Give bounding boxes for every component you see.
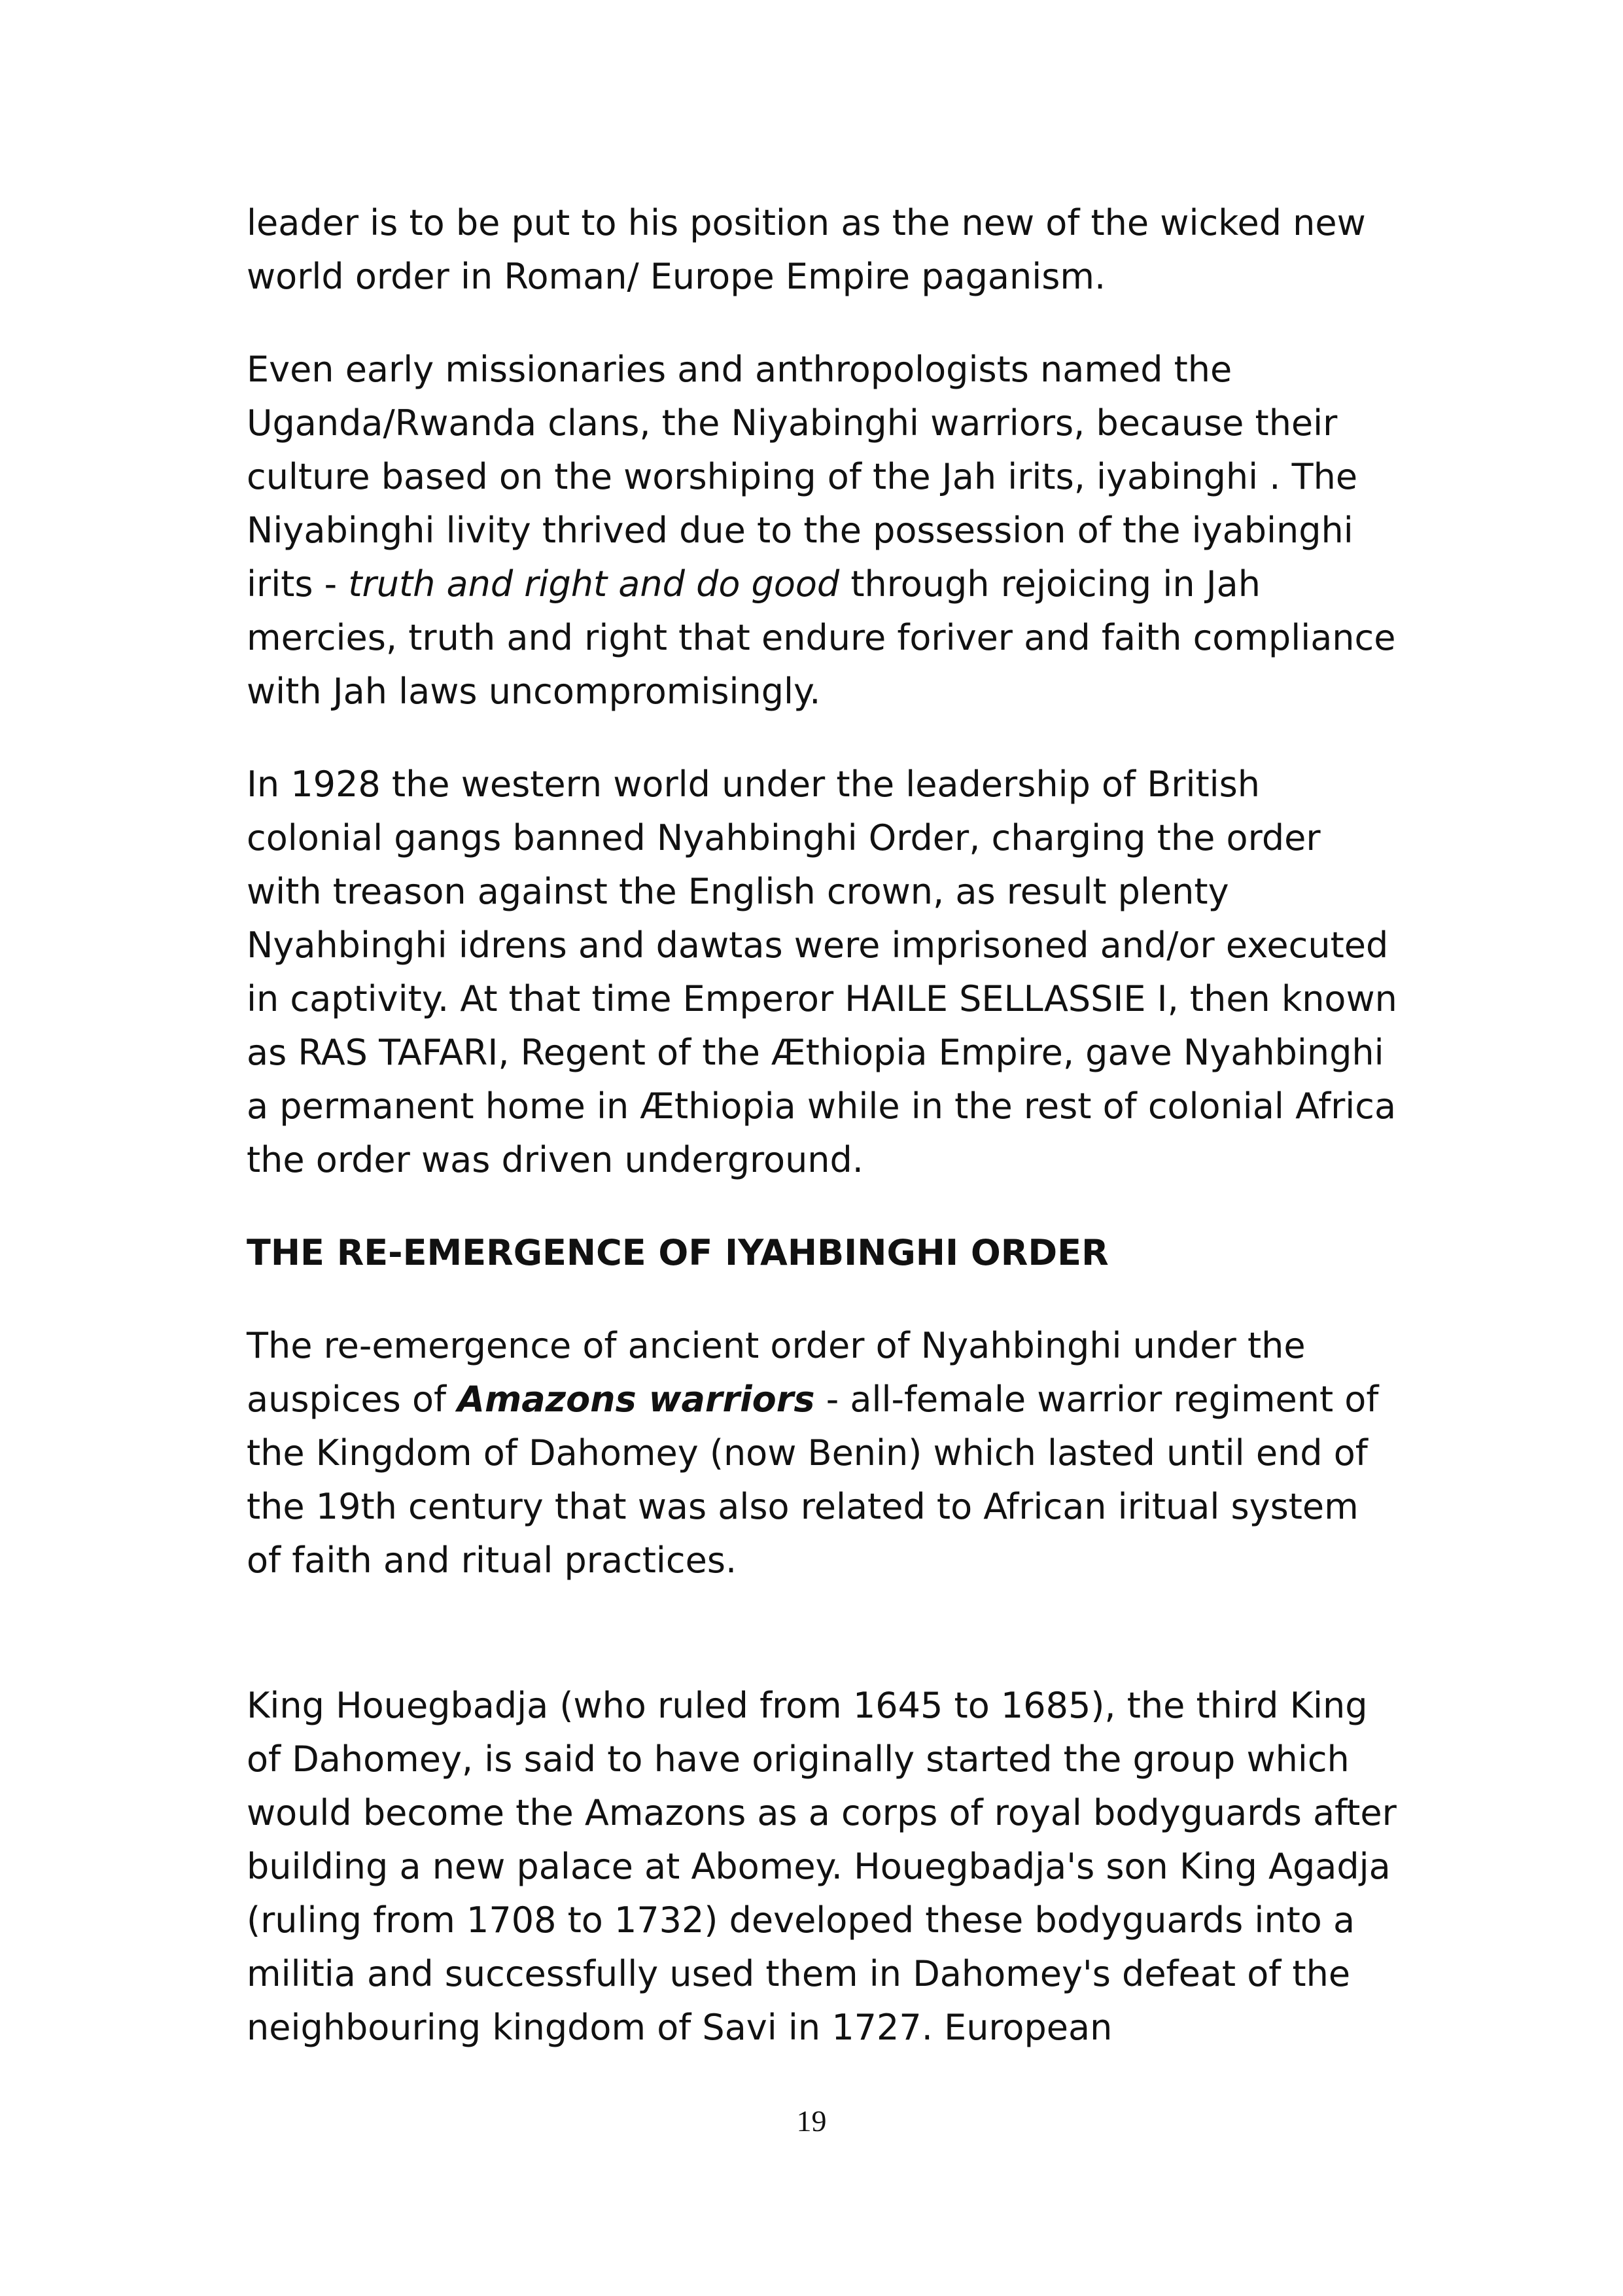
page-number: 19 (796, 2104, 827, 2138)
section-heading (247, 1226, 1398, 1280)
section-heading-text: THE RE-EMERGENCE OF IYAHBINGHI ORDER (247, 1232, 1109, 1273)
paragraph-1-text: leader is to be put to his position as the new of the wicked new world order in Roman/ Europe Empire paganism. (247, 202, 1366, 297)
paragraph-4-text-before: The re-emergence of ancient order of Nyahbinghi under the auspices of (247, 1325, 1306, 1420)
paragraph-2-text-before: Even early missionaries and anthropologists named the Uganda/Rwanda clans, the Niyabinghi warriors, because their culture based on the worshiping of the Jah irits, iyabinghi . The Niyabinghi livity thrived due to the possession of the iyabinghi irits - (247, 349, 1358, 605)
paragraph-4 (247, 1319, 1398, 1587)
page-body (247, 196, 1398, 2094)
paragraph-3-text: In 1928 the western world under the leadership of British colonial gangs banned Nyahbinghi Order, charging the order with treason against the English crown, as result plenty Nyahbinghi idrens and dawtas were imprisoned and/or executed in captivity. At that time Emperor HAILE SELLASSIE I, then known as RAS TAFARI, Regent of the Æthiopia Empire, gave Nyahbinghi a permanent home in Æthiopia while in the rest of colonial Africa the order was driven underground. (247, 764, 1397, 1180)
paragraph-3 (247, 758, 1398, 1187)
paragraph-2 (247, 343, 1398, 718)
paragraph-5 (247, 1679, 1398, 2055)
paragraph-4-text-after: - all-female warrior regiment of the Kingdom of Dahomey (now Benin) which lasted until end of the 19th century that was also related to African iritual system of faith and ritual practices. (247, 1379, 1379, 1581)
paragraph-5-text: King Houegbadja (who ruled from 1645 to 1685), the third King of Dahomey, is said to have originally started the group which would become the Amazons as a corps of royal bodyguards after building a new palace at Abomey. Houegbadja's son King Agadja (ruling from 1708 to 1732) developed these bodyguards into a militia and successfully used them in Dahomey's defeat of the neighbouring kingdom of Savi in 1727. European (247, 1685, 1397, 2048)
paragraph-4-emphasis: Amazons warriors (457, 1379, 815, 1420)
paragraph-2-text-after: through rejoicing in Jah mercies, truth and right that endure foriver and faith compliance with Jah laws uncompromisingly. (247, 563, 1396, 712)
paragraph-2-emphasis: truth and right and do good (348, 563, 840, 605)
paragraph-1 (247, 196, 1398, 304)
